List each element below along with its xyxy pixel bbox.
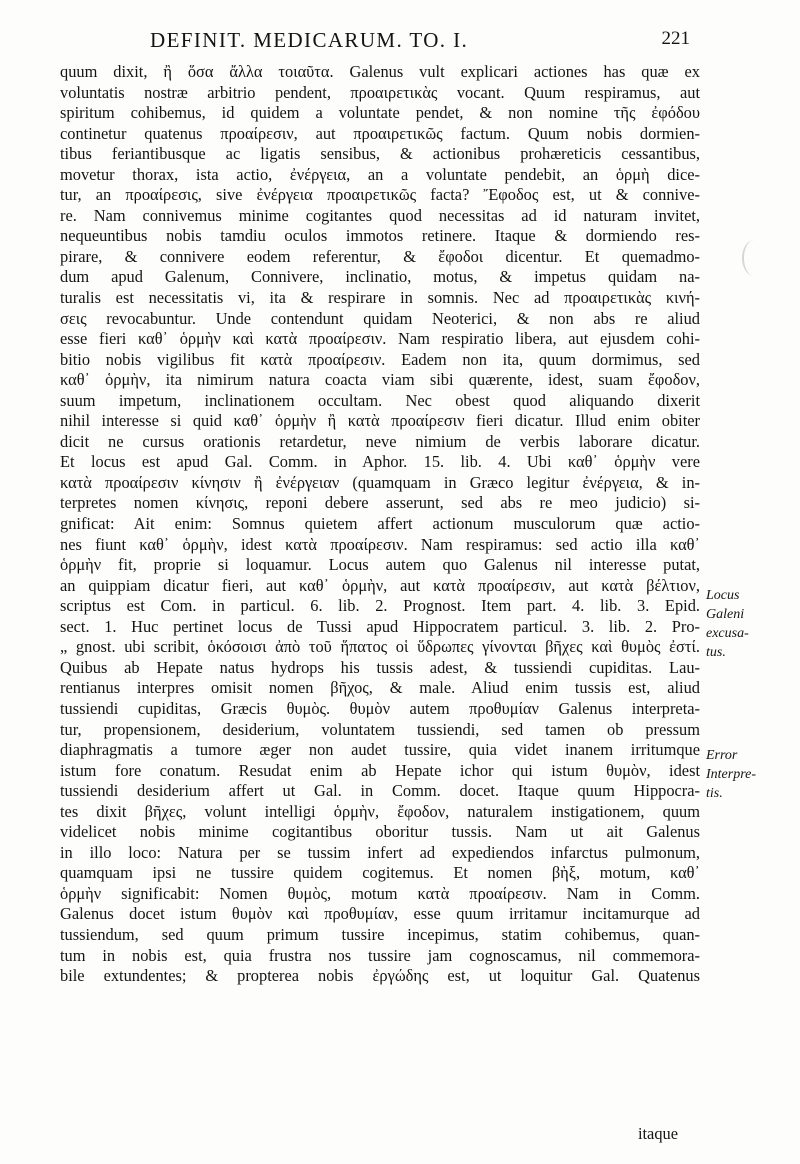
marginal-note-line: tis. xyxy=(706,786,723,801)
text-line: videlicet nobis minime cogitantibus oboritur tussis. Nam ut ait Galenus xyxy=(60,822,700,842)
text-line: ὁρμὴν fit, proprie si loquamur. Locus autem quo Galenus nil interesse putat, xyxy=(60,555,700,575)
text-line: tur, propensionem, desiderium, voluntatem tussiendi, sed tamen ob pressum xyxy=(60,719,700,739)
text-line: tibus feriantibusque ac ligatis sensibus, & actionibus prohæreticis cessantibus, xyxy=(60,144,700,164)
marginal-note-line: tus. xyxy=(706,645,726,660)
text-line: spiritum cohibemus, id quidem a voluntate pendet, & non nomine τῆς ἐφόδου xyxy=(60,103,700,123)
text-line xyxy=(60,987,700,1008)
text-line: dum apud Galenum, Connivere, inclinatio, motus, & impetus quidam na- xyxy=(60,267,700,287)
text-line: Et locus est apud Gal. Comm. in Aphor. 15. lib. 4. Ubi καθ᾽ ὁρμὴν vere xyxy=(60,452,700,472)
text-line: in illo loco: Natura per se tussim infert ad expediendos infarctus pulmonum, xyxy=(60,842,700,862)
running-title: DEFINIT. MEDICARUM. TO. I. xyxy=(150,28,469,52)
body-text xyxy=(60,62,700,1007)
text-line: diaphragmatis a tumore æger non audet tussire, quia videt inanem irritumque xyxy=(60,740,700,760)
page-number: 221 xyxy=(661,28,690,49)
text-line: quamquam ipsi ne tussire quidem cogitemus. Et nomen βὴξ, motum, καθ᾽ xyxy=(60,863,700,883)
marginal-note-line: Locus xyxy=(706,588,740,603)
text-line: nihil interesse si quid καθ᾽ ὁρμὴν ἢ κατὰ προαίρεσιν fieri dicatur. Illud enim obiter xyxy=(60,411,700,431)
text-line: an quippiam dicatur fieri, aut καθ᾽ ὁρμὴν, aut κατὰ προαίρεσιν, aut κατὰ βέλτιον, xyxy=(60,575,700,595)
text-line: Galenus docet istum θυμὸν καὶ προθυμίαν, esse quum irritamur incitamurque ad xyxy=(60,904,700,924)
text-line: ὁρμὴν significabit: Nomen θυμὸς, motum κατὰ προαίρεσιν. Nam in Comm. xyxy=(60,883,700,903)
text-line: tes dixit βῆχες, volunt intelligi ὁρμὴν, ἔφοδον, naturalem instigationem, quum xyxy=(60,801,700,821)
text-line: tum in nobis est, quia frustra nos tussire jam cognoscamus, nil commemora- xyxy=(60,945,700,965)
marginal-note-line: Galeni xyxy=(706,607,745,622)
text-line: voluntatis nostræ arbitrio pendent, προαιρετικὰς vocant. Quum respiramus, aut xyxy=(60,82,700,102)
text-line: scriptus est Com. in particul. 6. lib. 2. Prognost. Item part. 4. lib. 3. Epid. xyxy=(60,596,700,616)
catchword: itaque xyxy=(637,1124,678,1143)
text-line: turalis est necessitatis vi, ita & respirare in somnis. Nec ad προαιρετικὰς κινή- xyxy=(60,288,700,308)
text-line: rentianus interpres omisit nomen βῆχος, & male. Aliud enim tussis est, aliud xyxy=(60,678,700,698)
text-line: κατὰ προαίρεσιν κίνησιν ἢ ἐνέργειαν (quamquam in Græco legitur ἐνέργεια, & in- xyxy=(60,472,700,492)
text-line: gnificat: Ait enim: Somnus quietem affert actionum musculorum quæ actio- xyxy=(60,514,700,534)
marginal-note-error-interpretis xyxy=(706,746,796,803)
marginal-note-line: Error xyxy=(706,748,738,763)
text-line: σεις revocabuntur. Unde contendunt quidam Neoterici, & non abs re aliud xyxy=(60,308,700,328)
text-line: suum impetum, inclinationem occultam. Nec obest quod aliquando dixerit xyxy=(60,390,700,410)
marginal-note-locus-galeni xyxy=(706,586,796,662)
text-line: καθ᾽ ὁρμὴν, ita nimirum natura coacta viam sibi quærente, idest, suam ἔφοδον, xyxy=(60,370,700,390)
text-line: Quibus ab Hepate natus hydrops his tussis adest, & tussiendi cupiditas. Lau- xyxy=(60,657,700,677)
text-line: bile extundentes; & propterea nobis ἐργώδης est, ut loquitur Gal. Quatenus xyxy=(60,966,700,986)
text-line: tussiendum, sed quum primum tussire incepimus, statim cohibemus, quan- xyxy=(60,924,700,944)
text-line: quum dixit, ἢ ὅσα ἄλλα τοιαῦτα. Galenus vult explicari actiones has quæ ex xyxy=(60,62,700,81)
text-line: nes fiunt καθ᾽ ὁρμὴν, idest κατὰ προαίρεσιν. Nam respiramus: sed actio illa καθ᾽ xyxy=(60,534,700,554)
text-line: nequeuntibus nobis tamdiu oculos immotos retinere. Itaque & dormiendo res- xyxy=(60,226,700,246)
text-line: tur, an προαίρεσις, sive ἐνέργεια προαιρετικῶς facta? Ἔφοδος est, ut & connive- xyxy=(60,185,700,205)
text-line: tussiendi desiderium affert ut Gal. in Comm. docet. Itaque quum Hippocra- xyxy=(60,781,700,801)
text-line: bitio nobis vigilibus fit κατὰ προαίρεσιν. Eadem non ita, quum dormimus, sed xyxy=(60,349,700,369)
text-line: tussiendi cupiditas, Græcis θυμὸς. θυμὸν autem προθυμίαν Galenus interpreta- xyxy=(60,698,700,718)
text-line: terpretes nomen κίνησις, reponi debere asserunt, sed abs re meo judicio) si- xyxy=(60,493,700,513)
marginal-note-line: excusa- xyxy=(706,626,749,641)
page-header xyxy=(150,28,690,52)
text-line: continetur quatenus προαίρεσιν, aut προαιρετικῶς factum. Quum nobis dormien- xyxy=(60,123,700,143)
text-line: dicit ne cursus orationis retardetur, neve nimium de verbis laborare dicatur. xyxy=(60,431,700,451)
text-line: movetur thorax, ista actio, ἐνέργεια, an a voluntate pendebit, an ὁρμὴ dice- xyxy=(60,164,700,184)
text-line: sect. 1. Huc pertinet locus de Tussi apud Hippocratem particul. 3. lib. 2. Pro- xyxy=(60,616,700,636)
marginal-note-line: Interpre- xyxy=(706,767,757,782)
text-line: esse fieri καθ᾽ ὁρμὴν καὶ κατὰ προαίρεσιν. Nam respiratio libera, aut ejusdem cohi- xyxy=(60,329,700,349)
text-line: istum fore conatum. Resudat enim ab Hepate ichor qui istum θυμὸν, idest xyxy=(60,760,700,780)
print-smudge xyxy=(742,240,766,276)
text-line: pirare, & connivere eodem referentur, & ἔφοδοι dicentur. Et quemadmo- xyxy=(60,246,700,266)
text-line: re. Nam connivemus minime cogitantes quod necessitas ad id naturam invitet, xyxy=(60,205,700,225)
text-line: „ gnost. ubi scribit, ὁκόσοισι ἀπὸ τοῦ ἥπατος οἱ ὕδρωπες γίνονται βῆχες καὶ θυμὸς ἐστί. xyxy=(60,637,700,657)
